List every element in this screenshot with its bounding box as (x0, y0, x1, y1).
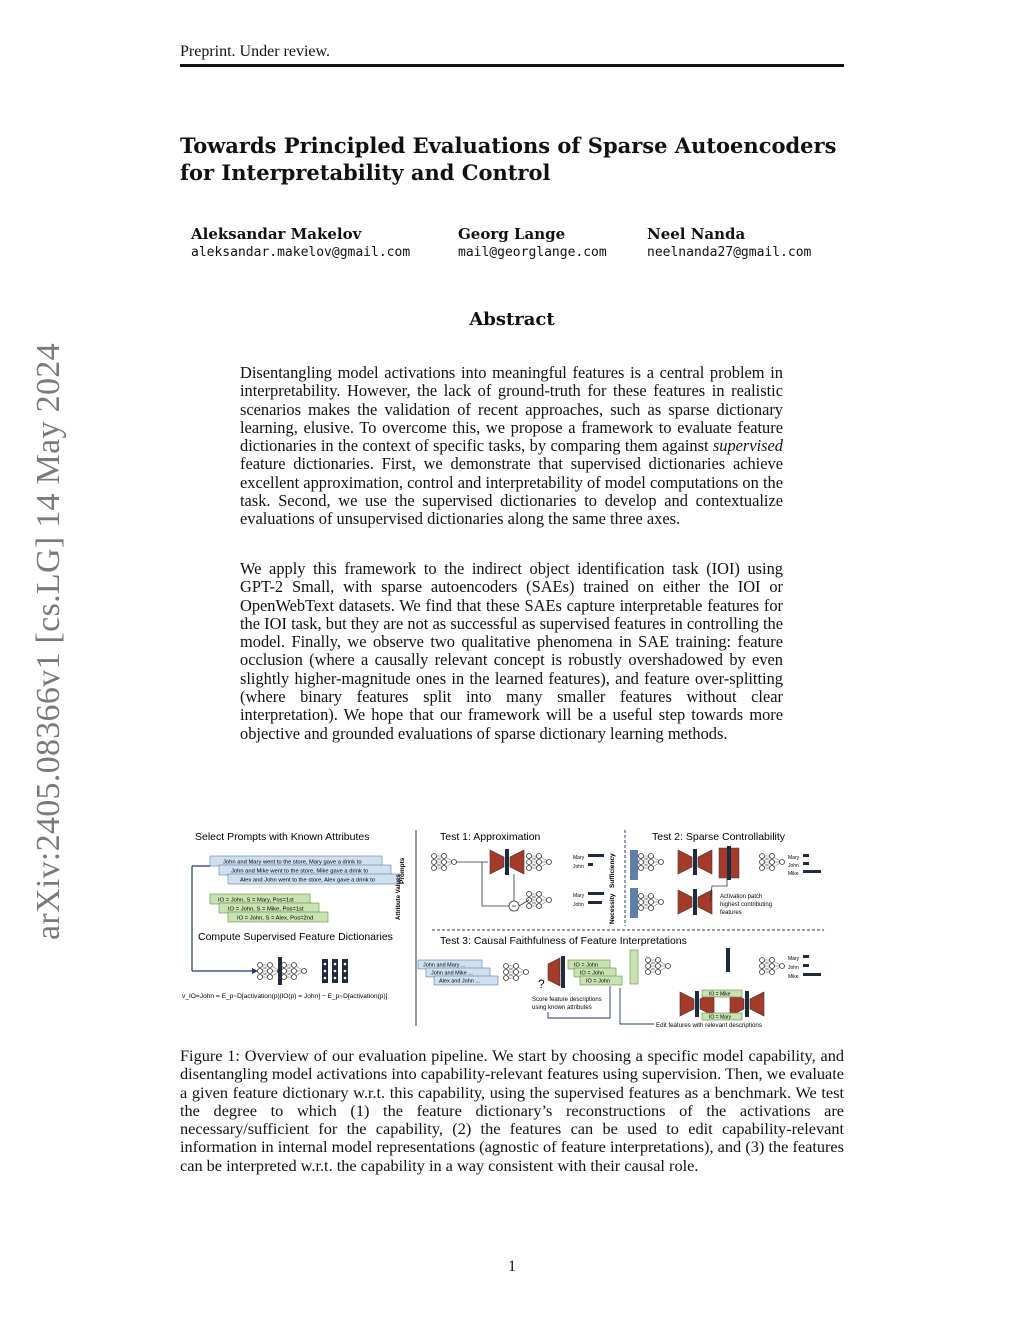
feature-card (630, 888, 638, 918)
prompt-3: Alex and John went to the store, Alex gave a drink to (240, 877, 376, 884)
t3-prompts-stack (418, 960, 498, 985)
author-3 (647, 224, 811, 262)
paper-title: Towards Principled Evaluations of Sparse Autoencoders for Interpretability and Control (180, 133, 837, 185)
network-icon (760, 958, 785, 975)
activation-bar-icon (278, 957, 282, 985)
network-icon (527, 854, 552, 871)
sae-encoder-icon (548, 958, 560, 986)
author-email: aleksandar.makelov@gmail.com (191, 245, 411, 260)
arxiv-stamp: arXiv:2405.08366v1 [cs.LG] 14 May 2024 (30, 343, 67, 940)
fig-left-title: Select Prompts with Known Attributes (195, 831, 370, 843)
necessity-label: Necessity (609, 893, 616, 924)
author-email: neelnanda27@gmail.com (647, 245, 812, 260)
author-1 (191, 224, 410, 262)
edit-text: Edit features with relevant descriptions (656, 1022, 762, 1029)
attribute-3: IO = John, S = Alex, Pos=2nd (237, 915, 314, 922)
author-email: mail@georglange.com (458, 245, 607, 260)
edit-arrow (620, 988, 654, 1024)
io-mike-label: IO = Mike (709, 991, 731, 998)
activation-patch-text: Activation patch (720, 894, 763, 900)
attribute-1: IO = John, S = Mary, Pos=1st (218, 897, 294, 904)
network-icon (639, 894, 664, 911)
name-label: John (573, 902, 584, 908)
t3-prompt: John and Mary ... (423, 962, 466, 969)
logit-bar (803, 964, 809, 967)
author-name: Aleksandar Makelov (191, 225, 362, 243)
sufficiency-label: Sufficiency (609, 853, 616, 888)
network-icon (504, 964, 529, 981)
sae-icon (678, 849, 712, 875)
logit-bar (588, 854, 604, 857)
t3-attribute: IO = John (586, 978, 611, 985)
logit-bar (803, 862, 809, 865)
name-label: Mike (788, 871, 799, 877)
running-header: Preprint. Under review. (180, 43, 331, 60)
logit-bar (803, 955, 809, 958)
author-name: Neel Nanda (647, 225, 746, 243)
name-label: Mary (788, 956, 800, 962)
network-icon (760, 854, 785, 871)
logit-bar (588, 901, 602, 904)
t3-prompt: Alex and John ... (439, 978, 480, 985)
question-mark: ? (538, 977, 545, 991)
io-mary-label: IO = Mary (709, 1014, 732, 1021)
name-label: John (788, 863, 799, 869)
feature-card (630, 950, 638, 984)
formula: v_IO=John = E_p~D[activation(p)|IO(p) = John] − E_p~D[activation(p)] (182, 993, 388, 1000)
attributes-label: Attribute Values (396, 874, 402, 920)
t3-attribute: IO = John (580, 970, 605, 977)
figure-caption: Figure 1: Overview of our evaluation pipeline. We start by choosing a specific model capability, and disentangling model activations into capability-relevant features using supervision. Then, we evaluate a given feature dictionary w.r.t. this capability, using the supervised features as a benchmark. We test the degree to which (1) the feature dictionary’s reconstructions of the activations are necessary/sufficient for the capability, (2) the features can be used to edit capability-relevant information in internal model representations (agnostic of feature interpretations), and (3) the features can be interpreted w.r.t. the capability in a way consistent with their causal role. (180, 1046, 844, 1175)
sae-icon (678, 889, 712, 915)
abstract-paragraph-1: Disentangling model activations into meaningful features is a central problem in interpretability. However, the lack of ground-truth for these features in realistic scenarios makes the validation of recent approaches, such as sparse dictionary learning, elusive. To overcome this, we propose a framework to evaluate feature dictionaries in the context of specific tasks, by comparing them against supervised feature dictionaries. First, we demonstrate that supervised dictionaries achieve excellent approximation, control and interpretability of model computations on the task. Second, we use the supervised dictionaries to develop and contextualize evaluations of unsupervised dictionaries along the same three axes. (240, 363, 783, 529)
prompts-stack (210, 856, 400, 884)
page-number: 1 (508, 1258, 516, 1275)
header-rule (180, 64, 844, 67)
emphasis: supervised (712, 436, 783, 456)
author-name: Georg Lange (458, 225, 566, 243)
logit-bar (803, 854, 809, 857)
t3-attributes-stack (568, 960, 622, 985)
activation-bar-icon (726, 948, 730, 972)
t3-attribute: IO = John (574, 962, 599, 969)
feature-card (630, 850, 638, 880)
name-label: Mary (573, 855, 585, 861)
test3-title: Test 3: Causal Faithfulness of Feature Interpretations (440, 935, 687, 947)
feature-vectors-icon (322, 959, 348, 983)
network-icon (282, 963, 307, 980)
name-label: Mary (788, 855, 800, 861)
logit-bar (803, 973, 821, 976)
t3-prompt: John and Mike ... (431, 970, 473, 977)
prompts-label: Prompts (399, 857, 406, 884)
abstract-paragraph-2: We apply this framework to the indirect object identification task (IOI) using GPT-2 Small, with sparse autoencoders (SAEs) trained on either the IOI or OpenWebText datasets. We find that these SAEs capture interpretable features for the IOI task, but they are not as successful as supervised features in controlling the model. Finally, we observe two qualitative phenomena in SAE training: feature occlusion (where a causally relevant concept is robustly overshadowed by even slightly higher-magnitude ones in the learned features), and feature over-splitting (where binary features split into many smaller features without clear interpretation). We hope that our framework will be a useful step towards more objective and grounded evaluations of sparse dictionary learning methods. (240, 559, 783, 743)
test1-title: Test 1: Approximation (440, 831, 541, 843)
network-icon (639, 854, 664, 871)
sae-icon (490, 849, 524, 875)
name-label: John (788, 965, 799, 971)
score-text: Score feature descriptions (532, 997, 602, 1003)
network-icon (646, 958, 671, 975)
network-icon (432, 854, 457, 871)
name-label: John (573, 864, 584, 870)
activation-patch-text: features (720, 910, 742, 916)
prompt-1: John and Mary went to the store, Mary gave a drink to (223, 859, 362, 866)
name-label: Mike (788, 974, 799, 980)
logit-bar (588, 863, 593, 866)
compute-title: Compute Supervised Feature Dictionaries (198, 931, 393, 943)
test2-title: Test 2: Sparse Controllability (652, 831, 786, 843)
author-2 (458, 224, 607, 262)
figure-1 (182, 826, 842, 1034)
prompt-2: John and Mike went to the store, Mike gave a drink to (231, 868, 369, 875)
attributes-stack (210, 894, 328, 922)
attribute-2: IO = John, S = Mike, Pos=1st (228, 906, 304, 913)
logit-bar (803, 870, 821, 873)
abstract-heading: Abstract (469, 309, 555, 330)
activation-patch-text: highest contributing (720, 902, 773, 908)
network-icon (527, 892, 552, 909)
logit-bar (588, 892, 604, 895)
score-text: using known attributes (532, 1005, 592, 1011)
name-label: Mary (573, 893, 585, 899)
